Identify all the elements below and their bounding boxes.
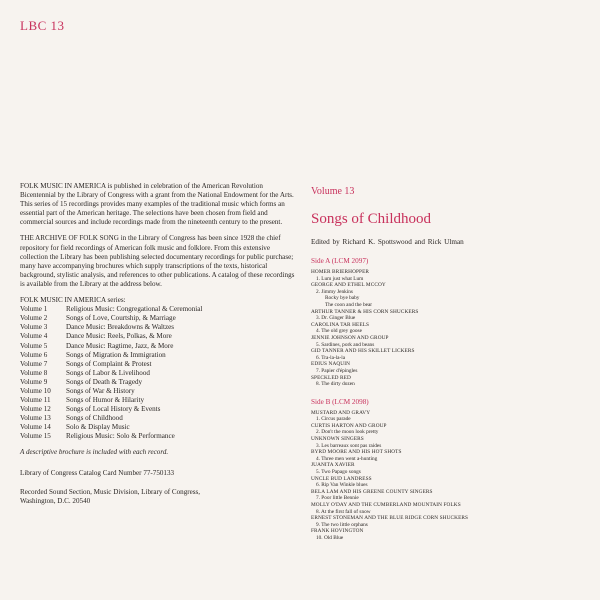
song-title: 8. At the first fall of snow [316,508,371,515]
performer-name: HOMER BRIERHOPPER [311,269,370,275]
volume-title: Songs of War & History [66,386,135,395]
volume-title: Songs of Labor & Livelihood [66,368,150,377]
archive-paragraph: THE ARCHIVE OF FOLK SONG in the Library of Congress has been since 1928 the chief repository for field recordings of American folk music and folklore. From this extensive collection the Library has been publishing selected documentary recordings for public purchase; many have accompanying brochures which supply transcriptions of the texts, historical background, stylistic analysis, and references to other publications. A catalog of these recordings is available from the Library at the address below. [20,234,295,288]
intro-paragraph: FOLK MUSIC IN AMERICA is published in celebration of the American Revolution Bicentennial by the Library of Congress with a grant from the National Endowment for the Arts. This series of 15 recordings provides many examples of the traditional music which forms an essential part of the American heritage. The selections have been chosen from field and commercial sources and include recordings made from the nineteenth century to the present. [20,182,294,227]
volume-row [20,396,298,405]
volume-row [20,360,298,369]
song-title: 7. Papier d'épingles [316,367,358,374]
performer-name: SPECKLED RED [311,374,351,381]
volume-row [20,323,298,332]
performer-name: EDIUS NAQUIN [311,361,351,368]
volume-row [20,314,298,323]
song-title: 6. Tra-la-la-la [316,354,346,361]
volume-title: Songs of Death & Tragedy [66,377,143,386]
volume-number: Volume 8 [20,368,48,377]
volume-row [20,378,298,387]
side-b-label: Side B (LCM 2098) [311,397,369,406]
song-title: 4. Three men went a-hunting [316,455,378,462]
volume-row [20,369,298,378]
volume-number: Volume 7 [20,359,48,368]
volume-row [20,342,298,351]
song-title: 6. Rip Van Winkle blues [316,482,368,489]
volume-number: Volume 5 [20,341,48,350]
side-b-track-list [311,410,591,542]
performer-name: MOLLY O'DAY AND THE CUMBERLAND MOUNTAIN FOLKS [311,502,461,508]
song-title: 7. Poor little Bennie [316,495,359,502]
song-title: 8. The dirty dozen [316,381,355,388]
performer-name: ARTHUR TANNER & HIS CORN SHUCKERS [311,308,419,315]
song-title: The coon and the bear [325,301,373,308]
song-title: 1. Lum just what Lum [316,275,364,282]
performer-name: GID TANNER AND HIS SKILLET LICKERS [311,348,415,355]
catalog-card-number: Library of Congress Catalog Card Number 77-750133 [20,468,175,477]
volume-row [20,432,298,441]
volume-number: Volume 11 [20,396,51,405]
volume-title: Songs of Childhood [66,414,123,423]
address [20,488,298,506]
side-a-label: Side A (LCM 2097) [311,257,369,265]
series-title: FOLK MUSIC IN AMERICA series: [20,296,126,305]
performer-name: FRANK HOVINGTON [311,528,364,535]
song-title: 1. Circus parade [316,416,351,423]
volume-number: Volume 12 [20,405,51,414]
volume-title: Dance Music: Reels, Polkas, & More [66,332,172,341]
performer-name: JUANITA XAVIER [311,462,355,469]
volume-title: Dance Music: Breakdowns & Waltzes [66,323,175,332]
volume-number: Volume 6 [20,350,48,359]
volume-row [20,414,298,423]
volume-number: Volume 4 [20,332,48,341]
volume-row [20,332,298,341]
volume-title: Songs of Complaint & Protest [66,359,152,368]
volume-number: Volume 3 [20,323,48,332]
volume-number: Volume 13 [20,414,51,423]
volume-number: Volume 9 [20,377,48,386]
volume-number: Volume 15 [20,432,51,441]
volume-number: Volume 2 [20,314,48,323]
volume-row [20,351,298,360]
song-title: 3. Dr. Ginger Blue [316,315,356,322]
volume-number: Volume 14 [20,423,51,432]
performer-name: BELA LAM AND HIS GREENE COUNTY SINGERS [311,488,433,495]
song-title: 2. Don't the moon look pretty [316,429,379,436]
performer-name: UNCLE BUD LANDRESS [311,475,372,482]
volume-title: Dance Music: Ragtime, Jazz, & More [66,341,174,350]
volume-title: Songs of Humor & Hilarity [66,396,145,405]
volume-row [20,405,298,414]
performer-name: GEORGE AND ETHEL MCCOY [311,282,386,289]
volume-number: Volume 10 [20,386,51,395]
volume-title: Songs of Love, Courtship, & Marriage [66,314,176,323]
song-title: 9. The two little orphans [316,521,368,528]
performer-name: UNKNOWN SINGERS [311,436,364,443]
album-title: Songs of Childhood [311,211,432,227]
volume-title: Solo & Display Music [66,423,130,432]
volume-row [20,423,298,432]
volume-title: Religious Music: Congregational & Ceremonial [66,305,203,314]
volume-row [20,305,298,314]
volume-row [20,387,298,396]
volume-title: Songs of Local History & Events [66,405,161,414]
brochure-note: A descriptive brochure is included with each record. [20,447,169,456]
address-line-2: Washington, D.C. 20540 [20,496,91,505]
performer-name: CAROLINA TAR HEELS [311,321,370,328]
song-title: Rocky bye baby [325,295,360,302]
performer-name: CURTIS HARTON AND GROUP [311,422,387,429]
volume-title: Songs of Migration & Immigration [66,350,166,359]
catalog-number: LBC 13 [20,18,65,33]
address-line-1: Recorded Sound Section, Music Division, Library of Congress, [20,487,201,496]
performer-name: BYRD MOORE AND HIS HOT SHOTS [311,449,402,456]
performer-name: MUSTARD AND GRAVY [311,409,371,416]
right-column [311,186,591,542]
song-title: 5. Sardines, pork and beans [316,341,375,348]
song-title: 10. Old Blue [316,534,344,541]
song-title: 3. Les barreaux sont pas raides [316,442,382,449]
performer-name: ERNEST STONEMAN AND THE BLUE RIDGE CORN SHUCKERS [311,515,469,522]
song-title: 4. The old grey goose [316,328,362,335]
volume-title: Religious Music: Solo & Performance [66,432,175,441]
volume-number: Volume 1 [20,305,48,314]
performer-name: JENNIE JOHNSON AND GROUP [311,334,389,341]
volume-label: Volume 13 [311,186,355,197]
volume-list [20,305,298,441]
side-a-track-list [311,269,591,388]
song-title: 5. Two Papago songs [316,469,361,476]
left-column [20,182,298,506]
edited-by: Edited by Richard K. Spottswood and Rick Ulman [311,238,464,246]
song-title: 2. Jimmy Jenkins [316,288,353,295]
